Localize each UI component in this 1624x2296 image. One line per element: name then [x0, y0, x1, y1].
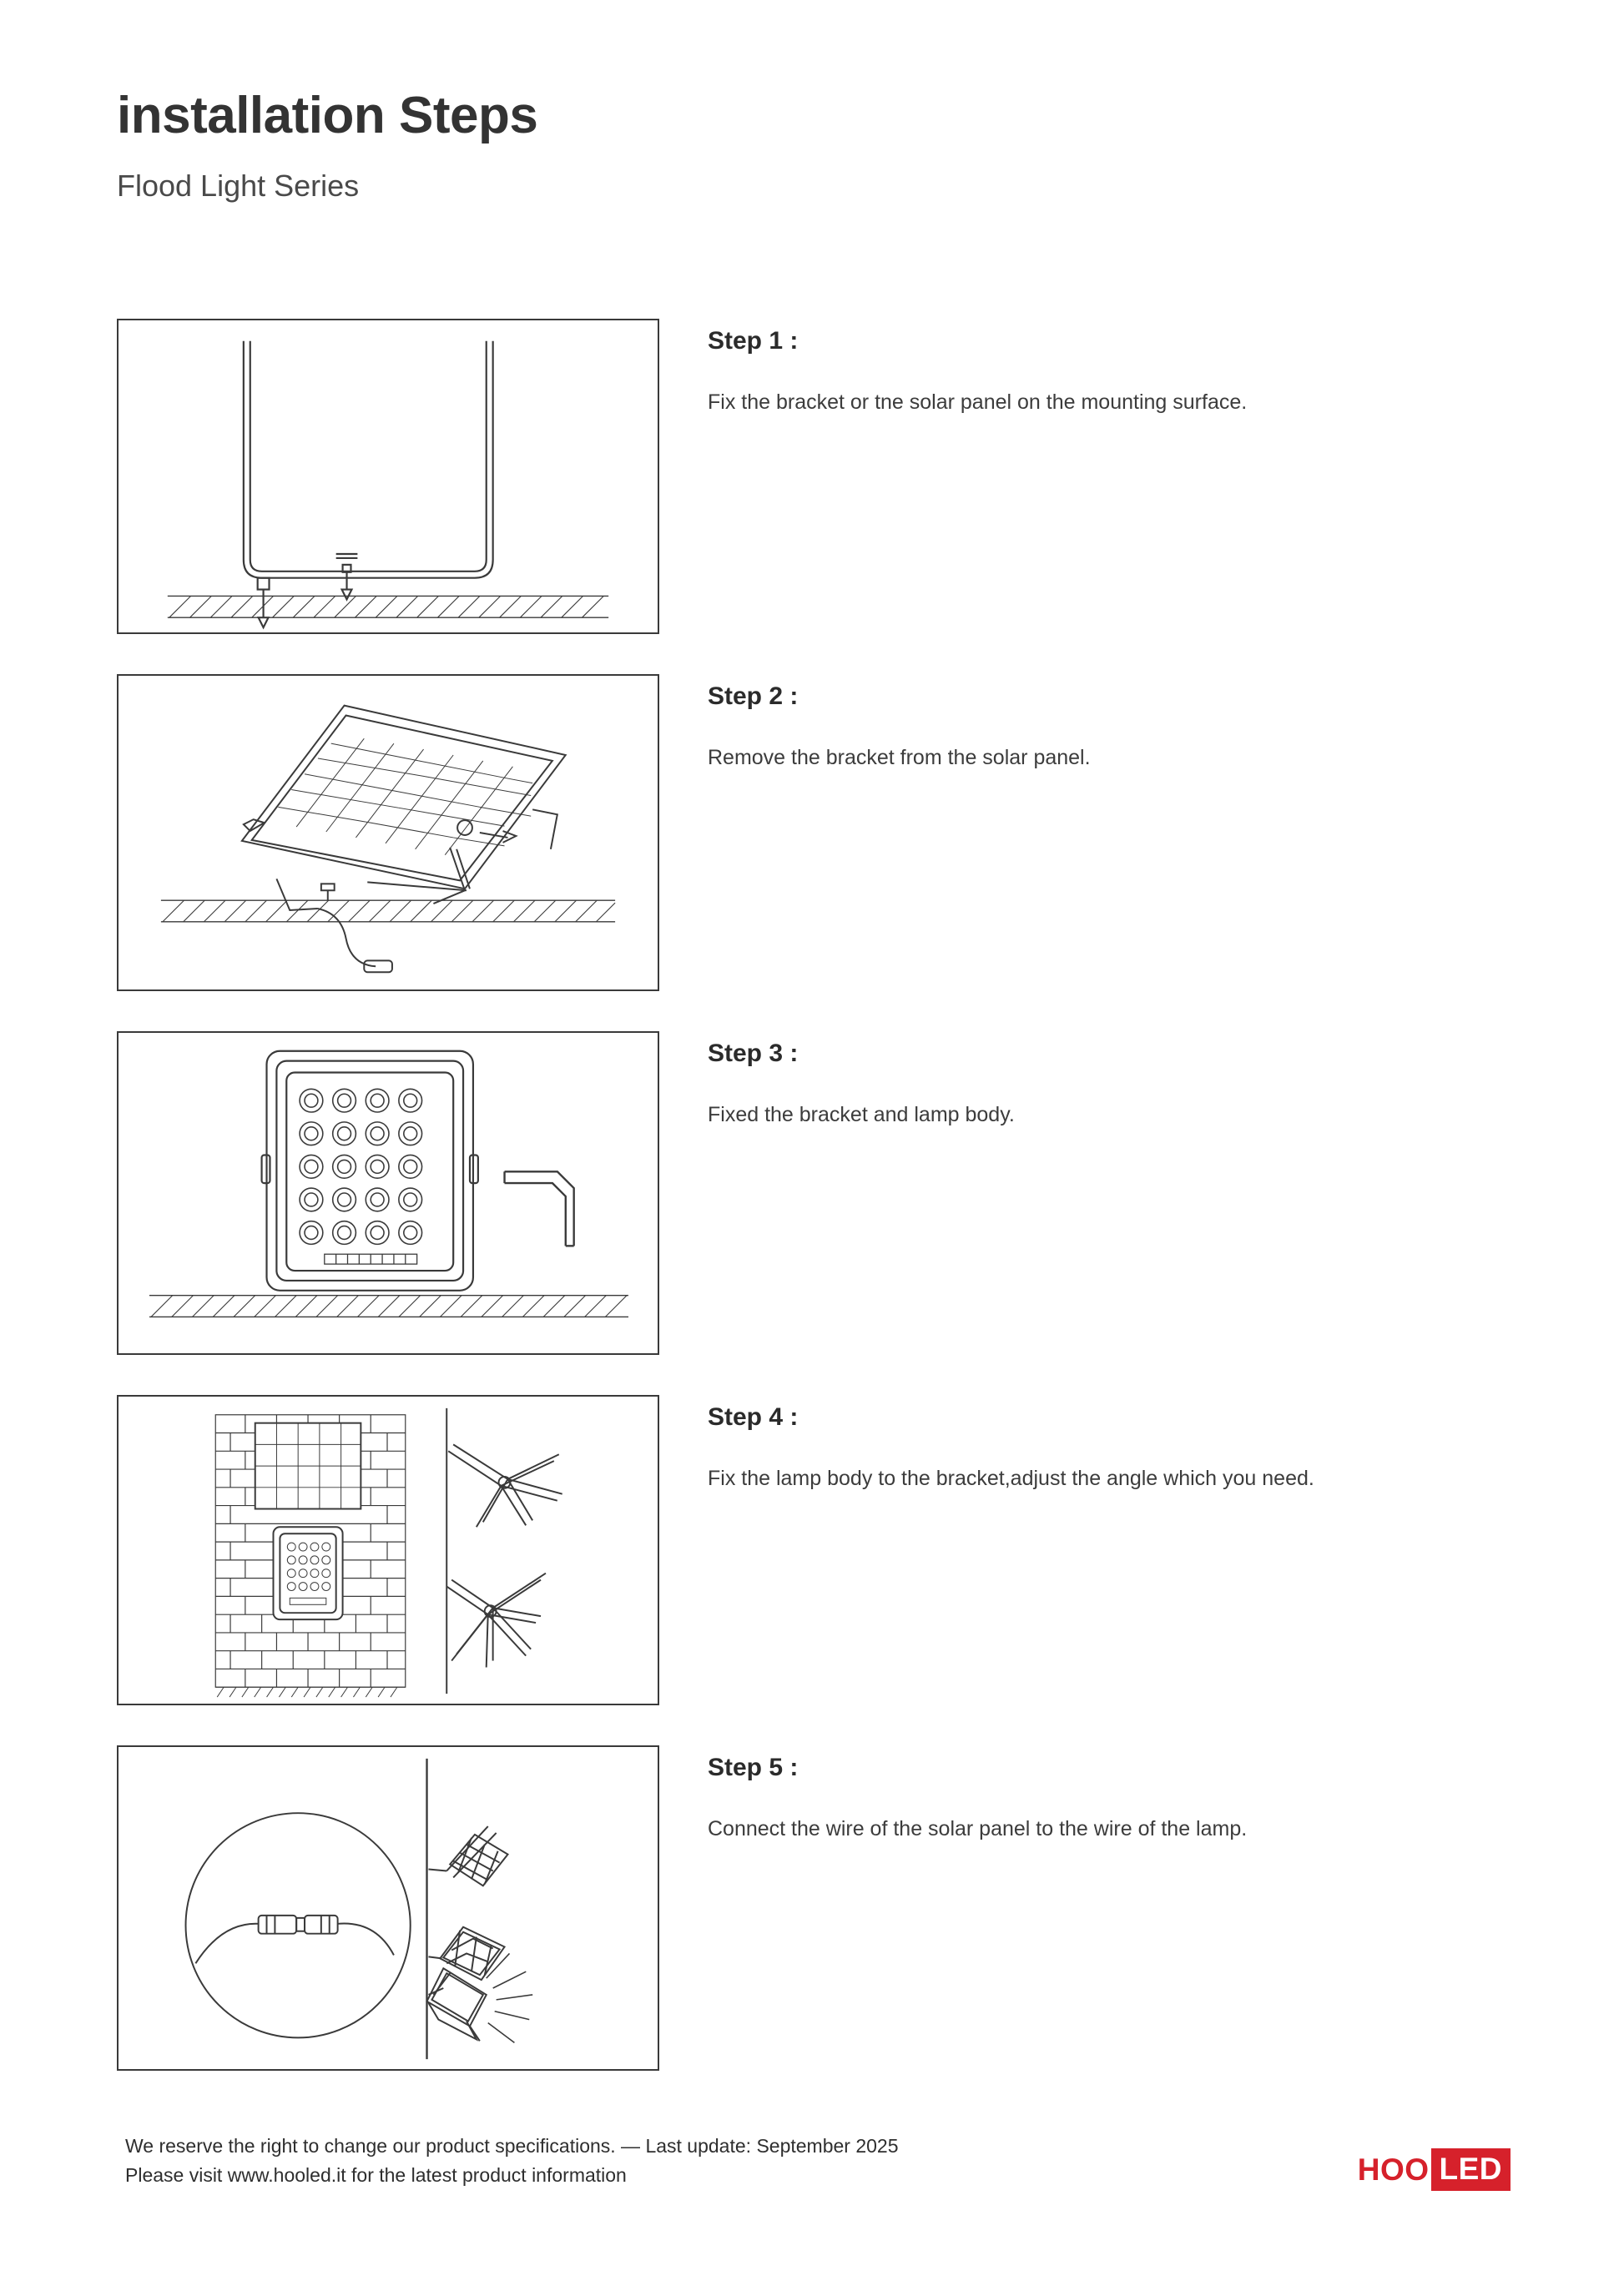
- step-text: [708, 319, 1511, 419]
- footer-disclaimer: [125, 2132, 899, 2191]
- steps-list: [117, 319, 1511, 2111]
- step-heading: Step 1 :: [708, 327, 799, 355]
- solar-panel-bracket-removal-diagram: [117, 674, 659, 991]
- step-text: [708, 1031, 1511, 1131]
- step-text: [708, 1395, 1511, 1495]
- step-row: [117, 1395, 1511, 1705]
- footer-line-2: Please visit www.hooled.it for the latest product information: [125, 2164, 627, 2187]
- step-row: [117, 1031, 1511, 1355]
- page-subtitle: Flood Light Series: [117, 169, 360, 204]
- step-heading: Step 2 :: [708, 682, 799, 710]
- step-heading: Step 3 :: [708, 1040, 799, 1067]
- bracket-on-mounting-surface-diagram: [117, 319, 659, 634]
- step-description: Fixed the bracket and lamp body.: [708, 1103, 1015, 1126]
- lamp-angle-adjustment-diagram: [117, 1395, 659, 1705]
- logo-text-primary: HOO: [1357, 2152, 1430, 2187]
- step-text: [708, 1745, 1511, 1845]
- step-row: [117, 319, 1511, 634]
- footer-line-1: We reserve the right to change our product specifications. — Last update: September 2025: [125, 2134, 899, 2157]
- step-heading: Step 4 :: [708, 1403, 799, 1431]
- document-footer: [125, 2132, 1511, 2191]
- step-heading: Step 5 :: [708, 1754, 799, 1781]
- step-description: Remove the bracket from the solar panel.: [708, 746, 1091, 769]
- step-row: [117, 674, 1511, 991]
- step-text: [708, 674, 1511, 774]
- hooled-logo: [1358, 2148, 1511, 2191]
- page-title: installation Steps: [117, 87, 538, 144]
- step-row: [117, 1745, 1511, 2071]
- step-description: Fix the lamp body to the bracket,adjust the angle which you need.: [708, 1467, 1314, 1490]
- step-description: Fix the bracket or tne solar panel on the mounting surface.: [708, 390, 1248, 414]
- wire-connection-diagram: [117, 1745, 659, 2071]
- logo-text-badge: LED: [1431, 2148, 1511, 2191]
- step-description: Connect the wire of the solar panel to the wire of the lamp.: [708, 1817, 1248, 1840]
- document-header: [117, 88, 1452, 203]
- lamp-body-bracket-diagram: [117, 1031, 659, 1355]
